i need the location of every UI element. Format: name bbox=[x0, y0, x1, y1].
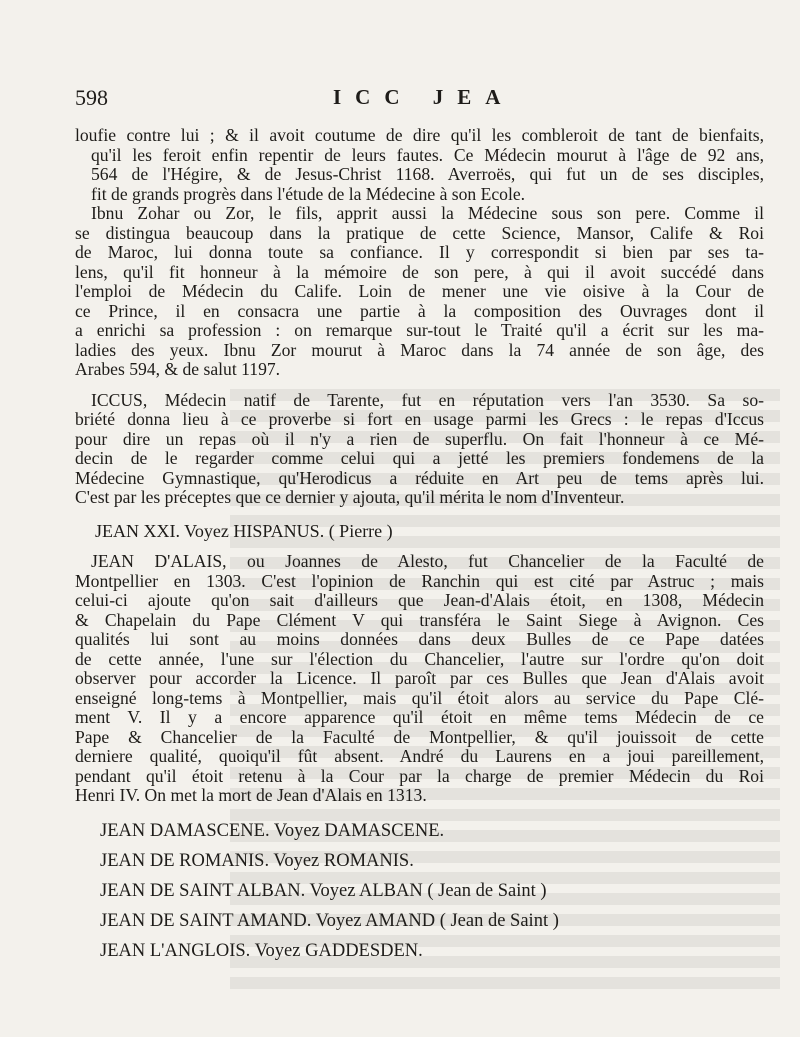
page-number: 598 bbox=[75, 85, 108, 110]
cross-reference-romanis: JEAN DE ROMANIS. Voyez ROMANIS. bbox=[100, 850, 414, 871]
text-line: qu'il les feroit enfin repentir de leurs fautes. Ce Médecin mourut à l'âge de 92 ans, bbox=[91, 144, 764, 165]
text-line: a enrichi sa profession : on remarque sur-tout le Traité qu'il a écrit sur les ma- bbox=[75, 320, 764, 340]
paragraph-jean-d-alais bbox=[75, 552, 764, 806]
text-line: se distingua beaucoup dans la pratique de cette Science, Mansor, Calife & Roi bbox=[75, 222, 764, 243]
text-line: enseigné long-tems à Montpellier, mais qu'il étoit alors au service du Pape Clé- bbox=[75, 687, 764, 708]
text-line: Arabes 594, & de salut 1197. bbox=[75, 359, 281, 379]
text-line: 564 de l'Hégire, & de Jesus-Christ 1168. Averroës, qui fut un de ses disciples, bbox=[91, 164, 764, 184]
running-title: ICC JEA bbox=[333, 85, 515, 109]
text-line: celui-ci ajoute qu'on sait d'ailleurs que Jean-d'Alais étoit, en 1308, Médecin bbox=[75, 590, 764, 610]
text-line: Pape & Chancelier de la Faculté de Montpellier, & qu'il jouissoit de cette bbox=[75, 726, 764, 747]
cross-reference-damascene: JEAN DAMASCENE. Voyez DAMASCENE. bbox=[100, 820, 445, 841]
text-line: Ibnu Zohar ou Zor, le fils, apprit aussi la Médecine sous son pere. Comme il bbox=[91, 203, 764, 223]
text-line: de Maroc, lui donna toute sa confiance. Il y correspondit si bien par ses ta- bbox=[75, 242, 764, 262]
paragraph-ibnu-zohar-end bbox=[75, 126, 764, 204]
text-line: JEAN D'ALAIS, ou Joannes de Alesto, fut Chancelier de la Faculté de bbox=[91, 551, 764, 571]
page-body bbox=[75, 126, 764, 966]
text-line: observer pour accorder la Licence. Il paroît par ces Bulles que Jean d'Alais avoit bbox=[75, 668, 764, 688]
text-line: Médecine Gymnastique, qu'Herodicus a réduite en Art peu de tems après lui. bbox=[75, 467, 764, 488]
text-line: decin de le regarder comme celui qui a jetté les premiers fondemens de la bbox=[75, 448, 764, 468]
text-line: ce Prince, il en consacra une partie à la composition des Ouvrages dont il bbox=[75, 300, 764, 321]
cross-reference-gaddesden: JEAN L'ANGLOIS. Voyez GADDESDEN. bbox=[100, 940, 423, 961]
text-line: de cette année, l'une sur l'élection du Chancelier, l'autre sur l'ordre qu'on doit bbox=[75, 648, 764, 669]
cross-reference-amand: JEAN DE SAINT AMAND. Voyez AMAND ( Jean de Saint ) bbox=[100, 910, 559, 931]
cross-reference-jean-xxi: JEAN XXI. Voyez HISPANUS. ( Pierre ) bbox=[95, 520, 393, 541]
text-line: pour dire un repas où il n'y a rien de superflu. On fait l'honneur à ce Mé- bbox=[75, 428, 764, 449]
text-line: C'est par les préceptes que ce dernier y ajouta, qu'il mérita le nom d'Inventeur. bbox=[75, 487, 625, 507]
text-line: loufie contre lui ; & il avoit coutume de dire qu'il les combleroit de tant de bienfaits, bbox=[75, 125, 764, 145]
paragraph-iccus bbox=[75, 391, 764, 508]
text-line: qualités lui sont au moins données dans deux Bulles de ce Pape datées bbox=[75, 629, 764, 649]
text-line: fit de grands progrès dans l'étude de la Médecine à son Ecole. bbox=[91, 183, 526, 204]
text-line: l'emploi de Médecin du Calife. Loin de mener une vie oisive à la Cour de bbox=[75, 281, 764, 301]
paragraph-ibnu-zor-fils bbox=[75, 204, 764, 380]
text-line: ladies des yeux. Ibnu Zor mourut à Maroc dans la 74 année de son âge, des bbox=[75, 339, 764, 360]
text-line: pendant qu'il étoit retenu à la Cour par la charge de premier Médecin du Roi bbox=[75, 765, 764, 786]
text-line: briété donna lieu à ce proverbe si fort en usage parmi les Grecs : le repas d'Iccus bbox=[75, 409, 764, 429]
text-line: Henri IV. On met la mort de Jean d'Alais en 1313. bbox=[75, 785, 427, 805]
text-line: lens, qu'il fit honneur à la mémoire de son pere, à qui il avoit succédé dans bbox=[75, 261, 764, 282]
text-line: derniere qualité, quoiqu'il fût absent. André du Laurens en a joui pareillement, bbox=[75, 746, 764, 766]
text-line: & Chapelain du Pape Clément V qui transféra le Saint Siege à Avignon. Ces bbox=[75, 609, 764, 630]
page-header bbox=[75, 85, 735, 115]
text-line: Montpellier en 1303. C'est l'opinion de Ranchin qui est cité par Astruc ; mais bbox=[75, 570, 764, 591]
cross-reference-list bbox=[75, 816, 764, 966]
text-line: ment V. Il y a encore apparence qu'il étoit en même tems Médecin de ce bbox=[75, 707, 764, 727]
text-line: ICCUS, Médecin natif de Tarente, fut en réputation vers l'an 3530. Sa so- bbox=[91, 389, 764, 410]
cross-reference-alban: JEAN DE SAINT ALBAN. Voyez ALBAN ( Jean de Saint ) bbox=[100, 880, 547, 901]
